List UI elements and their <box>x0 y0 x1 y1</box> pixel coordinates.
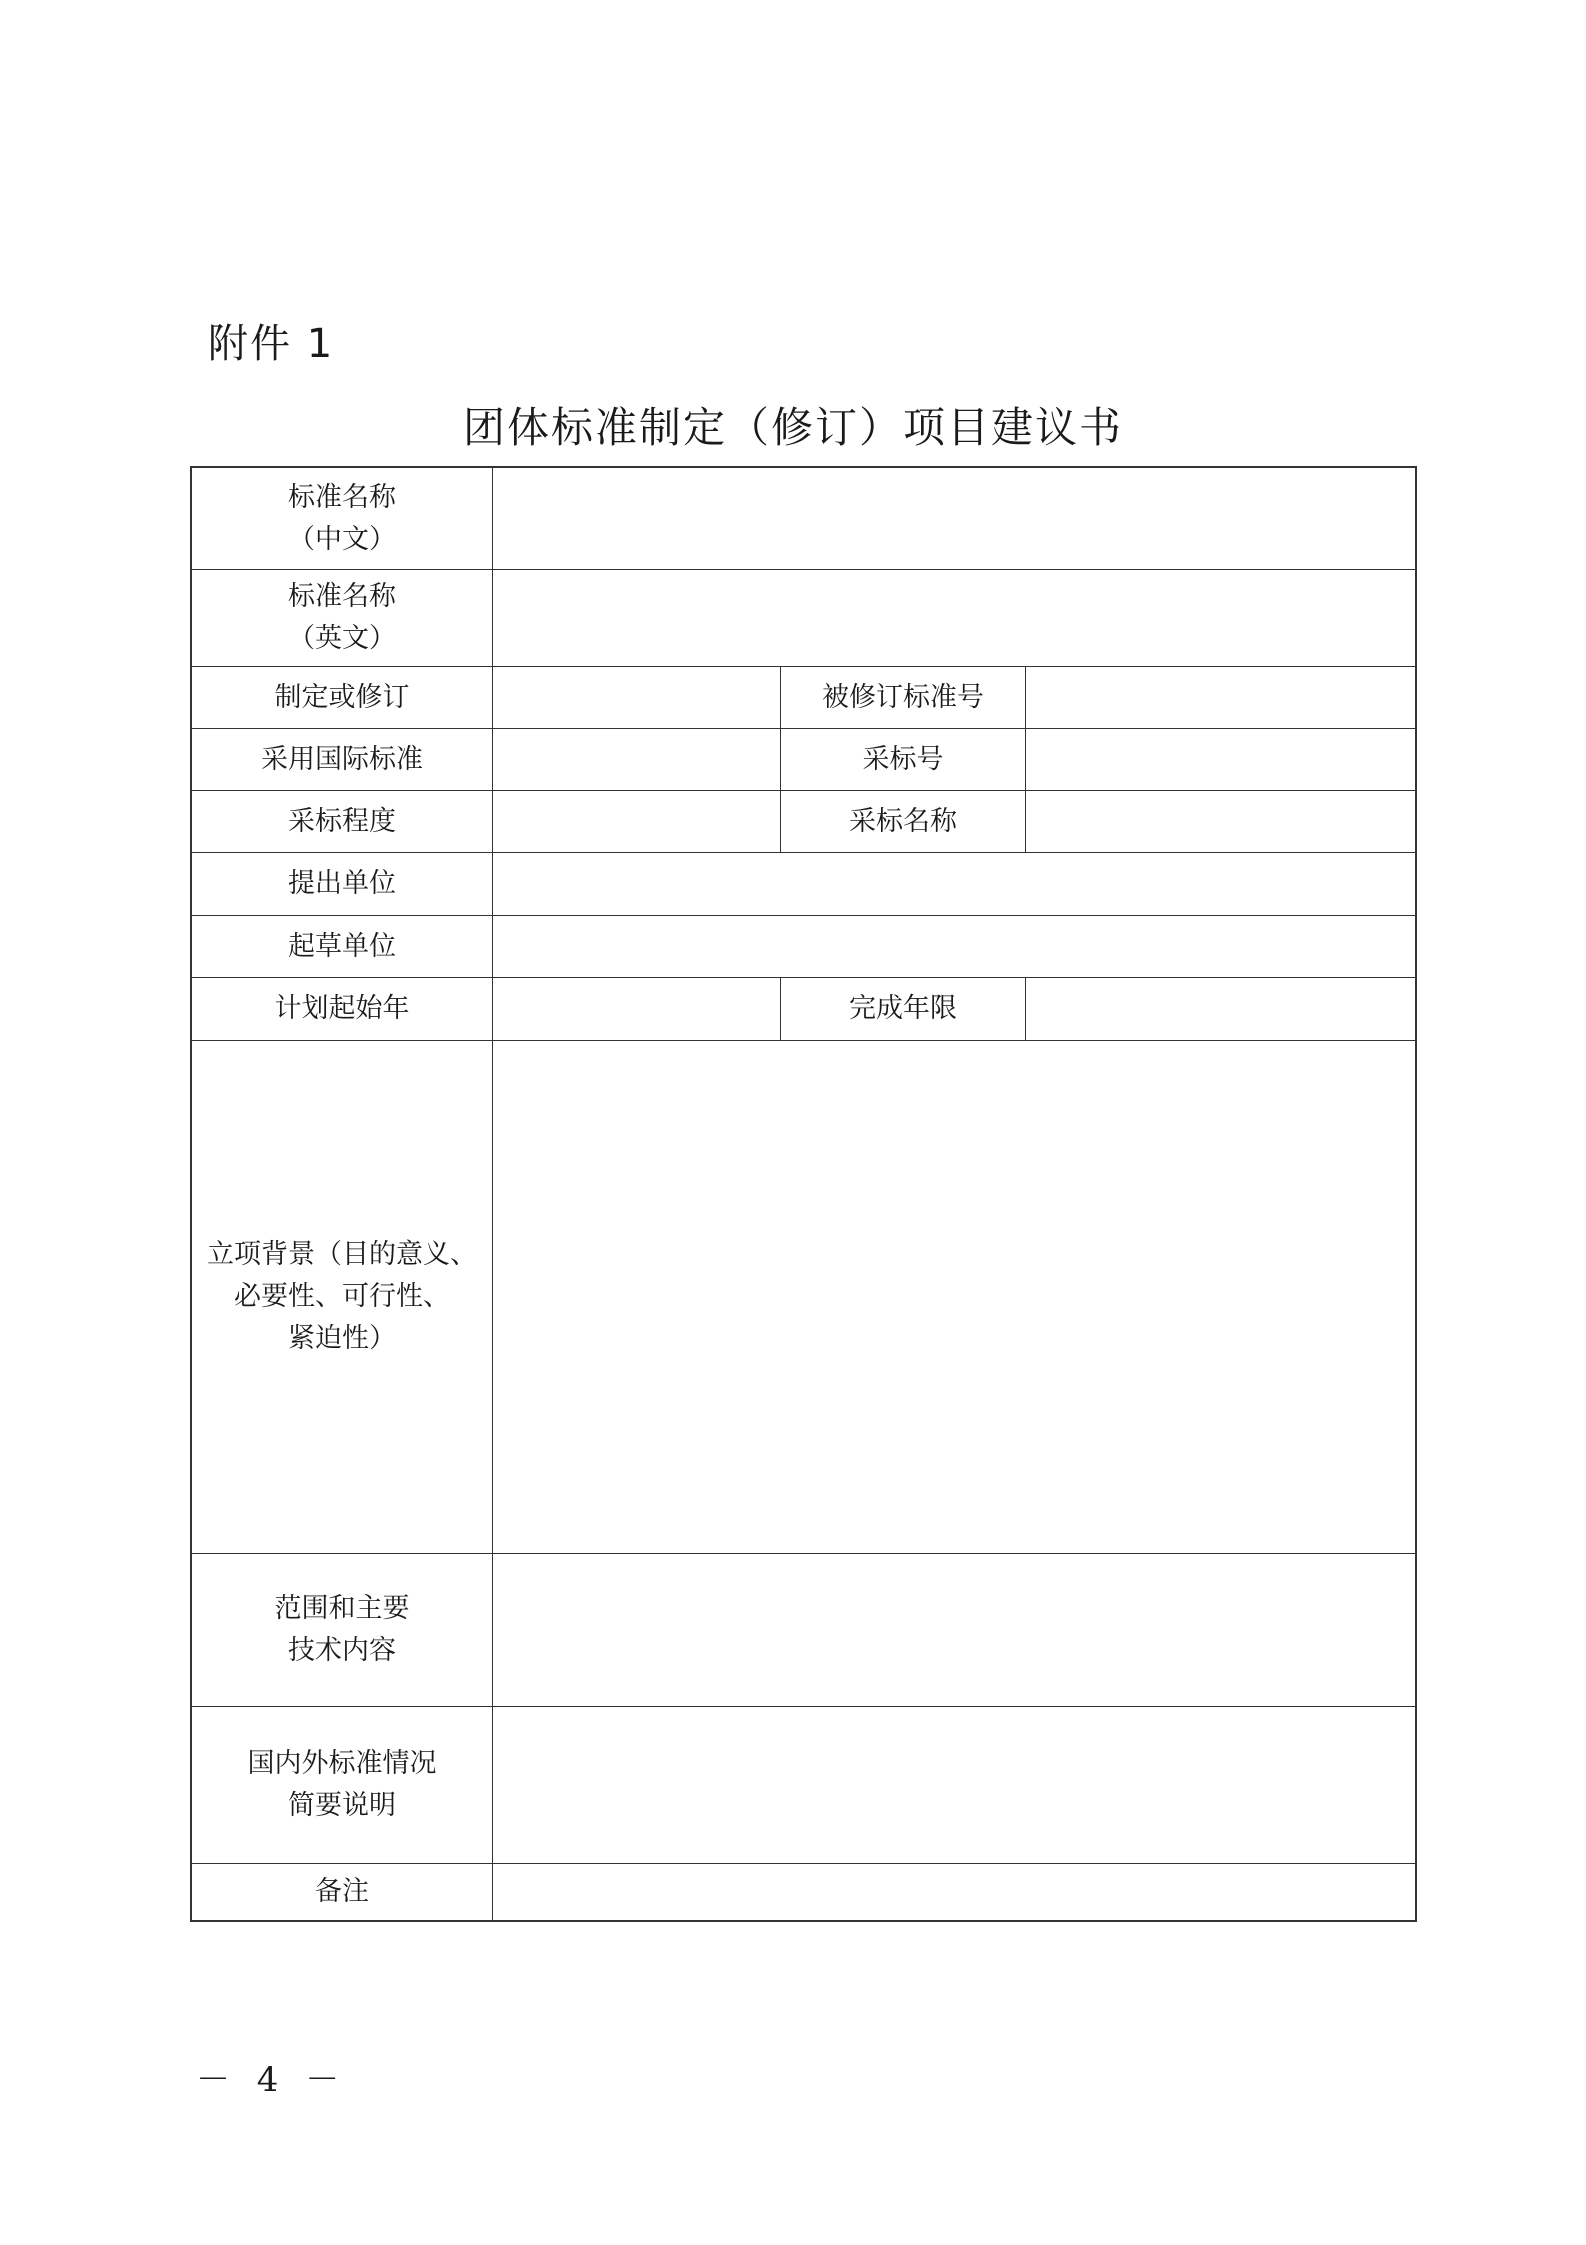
row-name-en <box>192 570 1415 667</box>
label-background-line2: 必要性、可行性、 <box>234 1281 450 1312</box>
label-domestic <box>192 1707 492 1863</box>
label-domestic-line1: 国内外标准情况 <box>247 1748 437 1779</box>
label-name-en-line2: （英文） <box>288 623 396 654</box>
label-drafter: 起草单位 <box>288 930 396 962</box>
label-name-cn-line1: 标准名称 <box>288 481 396 513</box>
row-background <box>192 1041 1415 1554</box>
row-scope <box>192 1554 1415 1707</box>
label-name-en <box>192 570 492 666</box>
field-drafter[interactable] <box>492 916 1415 977</box>
label-make-or-revise: 制定或修订 <box>274 681 410 713</box>
field-name-cn[interactable] <box>492 468 1415 569</box>
row-domestic <box>192 1707 1415 1864</box>
row-proposer <box>192 853 1415 916</box>
proposal-form-table <box>190 466 1417 1922</box>
row-drafter <box>192 916 1415 978</box>
field-scope[interactable] <box>492 1554 1415 1706</box>
label-deadline: 完成年限 <box>780 978 1025 1040</box>
label-adopt-degree: 采标程度 <box>288 805 396 837</box>
label-plan-start: 计划起始年 <box>274 993 410 1024</box>
label-name-cn-line2: （中文） <box>288 523 396 555</box>
page-number: － 4 － <box>196 2060 348 2100</box>
label-background-line1: 立项背景（目的意义、 <box>207 1239 477 1270</box>
label-adopt-intl: 采用国际标准 <box>261 743 423 775</box>
field-adopt-no[interactable] <box>1025 729 1415 790</box>
label-name-en-line1: 标准名称 <box>288 581 396 612</box>
row-make-revise <box>192 667 1415 729</box>
document-title: 团体标准制定（修订）项目建议书 <box>462 403 1123 452</box>
label-proposer: 提出单位 <box>288 868 396 899</box>
label-scope-line2: 技术内容 <box>288 1635 396 1666</box>
label-background <box>192 1041 492 1553</box>
field-domestic[interactable] <box>492 1707 1415 1863</box>
row-adopt-intl <box>192 729 1415 791</box>
field-adopt-name[interactable] <box>1025 791 1415 852</box>
row-remarks <box>192 1864 1415 1920</box>
row-plan <box>192 978 1415 1041</box>
field-background[interactable] <box>492 1041 1415 1553</box>
field-remarks[interactable] <box>492 1864 1415 1920</box>
label-domestic-line2: 简要说明 <box>288 1790 396 1821</box>
row-name-cn <box>192 468 1415 570</box>
field-plan-start[interactable] <box>492 978 780 1040</box>
label-background-line3: 紧迫性） <box>288 1323 396 1354</box>
field-make-or-revise[interactable] <box>492 667 780 728</box>
field-revised-std-no[interactable] <box>1025 667 1415 728</box>
label-adopt-no: 采标号 <box>780 729 1025 790</box>
field-adopt-intl[interactable] <box>492 729 780 790</box>
label-revised-std-no: 被修订标准号 <box>780 667 1025 728</box>
field-name-en[interactable] <box>492 570 1415 666</box>
attachment-label: 附件 1 <box>208 321 335 367</box>
label-scope-line1: 范围和主要 <box>274 1593 410 1624</box>
label-scope <box>192 1554 492 1706</box>
field-proposer[interactable] <box>492 853 1415 915</box>
field-deadline[interactable] <box>1025 978 1415 1040</box>
label-adopt-name: 采标名称 <box>780 791 1025 852</box>
field-adopt-degree[interactable] <box>492 791 780 852</box>
label-name-cn <box>192 468 492 569</box>
label-remarks: 备注 <box>315 1876 369 1907</box>
row-adopt-degree <box>192 791 1415 853</box>
